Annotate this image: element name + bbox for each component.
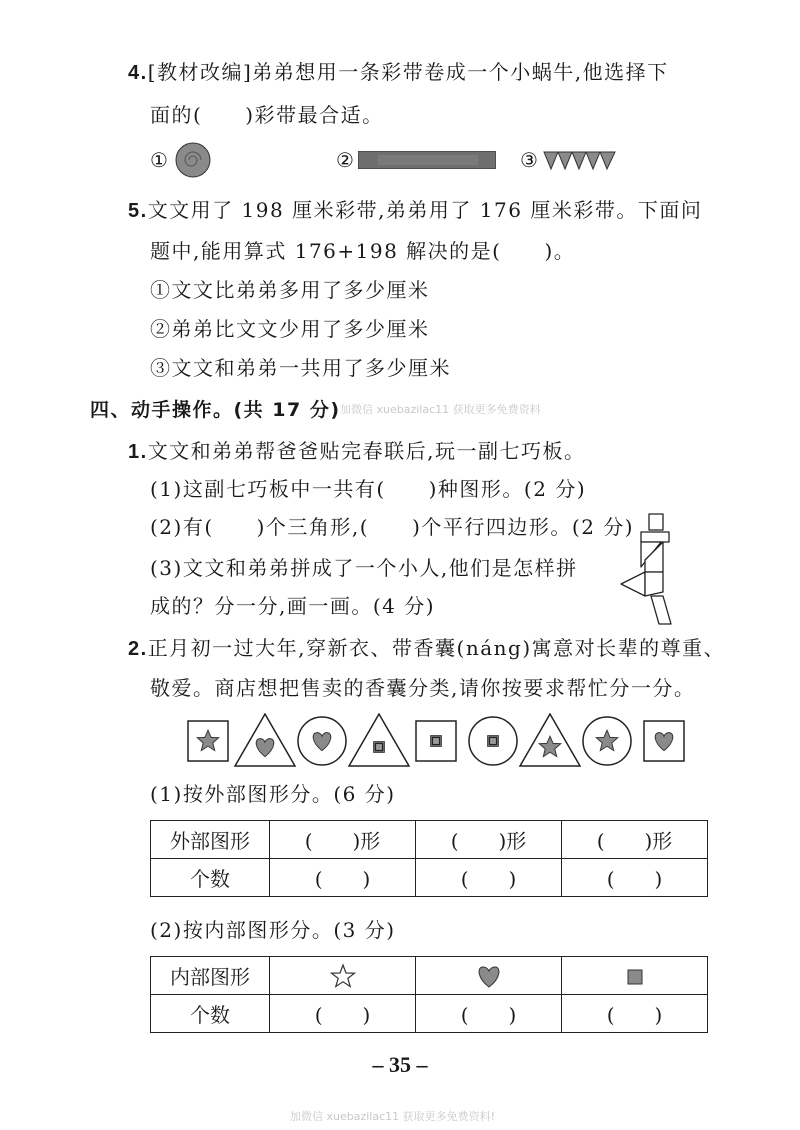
triangle-ribbon-icon xyxy=(543,151,617,171)
snail-ribbon-icon xyxy=(174,141,212,179)
table-cell: ( ) xyxy=(562,995,708,1033)
sachet-square-square xyxy=(416,721,456,761)
table-header-cell: 内部图形 xyxy=(151,957,270,995)
q5-choice-1: ①文文比弟弟多用了多少厘米 xyxy=(150,278,430,302)
table-cell: ( )形 xyxy=(416,821,562,859)
table-cell: ( )形 xyxy=(562,821,708,859)
p1-sub3a: (3)文文和弟弟拼成了一个小人,他们是怎样拼 xyxy=(150,556,578,580)
page-number: – 35 – xyxy=(372,1052,428,1077)
p1-sub2: (2)有( )个三角形,( )个平行四边形。(2 分) xyxy=(150,515,635,539)
table-cell: ( ) xyxy=(416,859,562,897)
p1-sub1: (1)这副七巧板中一共有( )种图形。(2 分) xyxy=(150,477,587,501)
sachet-inner-square-icon xyxy=(374,742,385,753)
sachet-square-star xyxy=(188,721,228,761)
q5-number: 5. xyxy=(128,200,148,222)
watermark-bottom: 加微信 xuebazilac11 获取更多免费资料! xyxy=(290,1110,496,1123)
p1-line1: 1.文文和弟弟帮爸爸贴完春联后,玩一副七巧板。 xyxy=(128,439,586,463)
p2-line2: 敬爱。商店想把售卖的香囊分类,请你按要求帮忙分一分。 xyxy=(150,676,696,700)
table-cell: ( ) xyxy=(562,859,708,897)
table-cell: ( )形 xyxy=(270,821,416,859)
sachet-circle-square xyxy=(469,717,517,765)
q5-line1: 5.文文用了 198 厘米彩带,弟弟用了 176 厘米彩带。下面问 xyxy=(128,198,703,222)
sachet-triangle-heart xyxy=(235,714,295,766)
table-cell xyxy=(562,957,708,995)
table-row xyxy=(151,957,708,995)
table-cell: ( ) xyxy=(416,995,562,1033)
table-cell xyxy=(270,957,416,995)
sachet-outer-triangle xyxy=(349,714,409,766)
sachet-circle-heart xyxy=(298,717,346,765)
square-icon xyxy=(626,968,644,986)
p1-number: 1. xyxy=(128,441,148,463)
p2-part1-title: (1)按外部图形分。(6 分) xyxy=(150,782,396,806)
straight-ribbon-icon xyxy=(358,151,496,169)
q4-number: 4. xyxy=(128,62,148,84)
p1-sub3b: 成的？分一分,画一画。(4 分) xyxy=(150,594,436,618)
watermark-top: 加微信 xuebazilac11 获取更多免费资料 xyxy=(340,403,541,416)
table-row xyxy=(151,995,708,1033)
star-icon xyxy=(330,963,356,989)
table-header-cell: 外部图形 xyxy=(151,821,270,859)
section-title: 四、动手操作。(共 17 分) xyxy=(90,399,341,421)
p2-line1: 2.正月初一过大年,穿新衣、带香囊(náng)寓意对长辈的尊重、 xyxy=(128,636,726,660)
sachet-outer-triangle xyxy=(235,714,295,766)
table-header-cell: 个数 xyxy=(151,859,270,897)
q4-option-1-label: ① xyxy=(150,148,168,172)
sachet-triangle-star xyxy=(520,714,580,766)
sachet-triangle-square xyxy=(349,714,409,766)
table-header-cell: 个数 xyxy=(151,995,270,1033)
table-row xyxy=(151,859,708,897)
table-cell: ( ) xyxy=(270,859,416,897)
p2-part2-title: (2)按内部图形分。(3 分) xyxy=(150,918,396,942)
q4-option-2-label: ② xyxy=(336,148,354,172)
q4-line1: 4.[教材改编]弟弟想用一条彩带卷成一个小蜗牛,他选择下 xyxy=(128,60,669,84)
inner-shape-table xyxy=(150,956,708,1033)
sachet-inner-square-icon xyxy=(431,736,442,747)
sachet-row xyxy=(183,713,703,769)
outer-shape-table xyxy=(150,820,708,897)
table-cell xyxy=(416,957,562,995)
q4-line2: 面的( )彩带最合适。 xyxy=(150,103,384,127)
q5-choice-2: ②弟弟比文文少用了多少厘米 xyxy=(150,317,430,341)
q5-choice-3: ③文文和弟弟一共用了多少厘米 xyxy=(150,356,451,380)
q5-line2: 题中,能用算式 176+198 解决的是( )。 xyxy=(150,239,576,263)
sachet-square-heart xyxy=(644,721,684,761)
table-cell: ( ) xyxy=(270,995,416,1033)
q4-option-3-label: ③ xyxy=(520,148,538,172)
sachet-circle-star xyxy=(583,717,631,765)
p2-number: 2. xyxy=(128,638,148,660)
tangram-person-figure xyxy=(617,512,677,627)
sachet-inner-square-icon xyxy=(488,736,499,747)
heart-icon xyxy=(475,963,503,989)
table-row xyxy=(151,821,708,859)
